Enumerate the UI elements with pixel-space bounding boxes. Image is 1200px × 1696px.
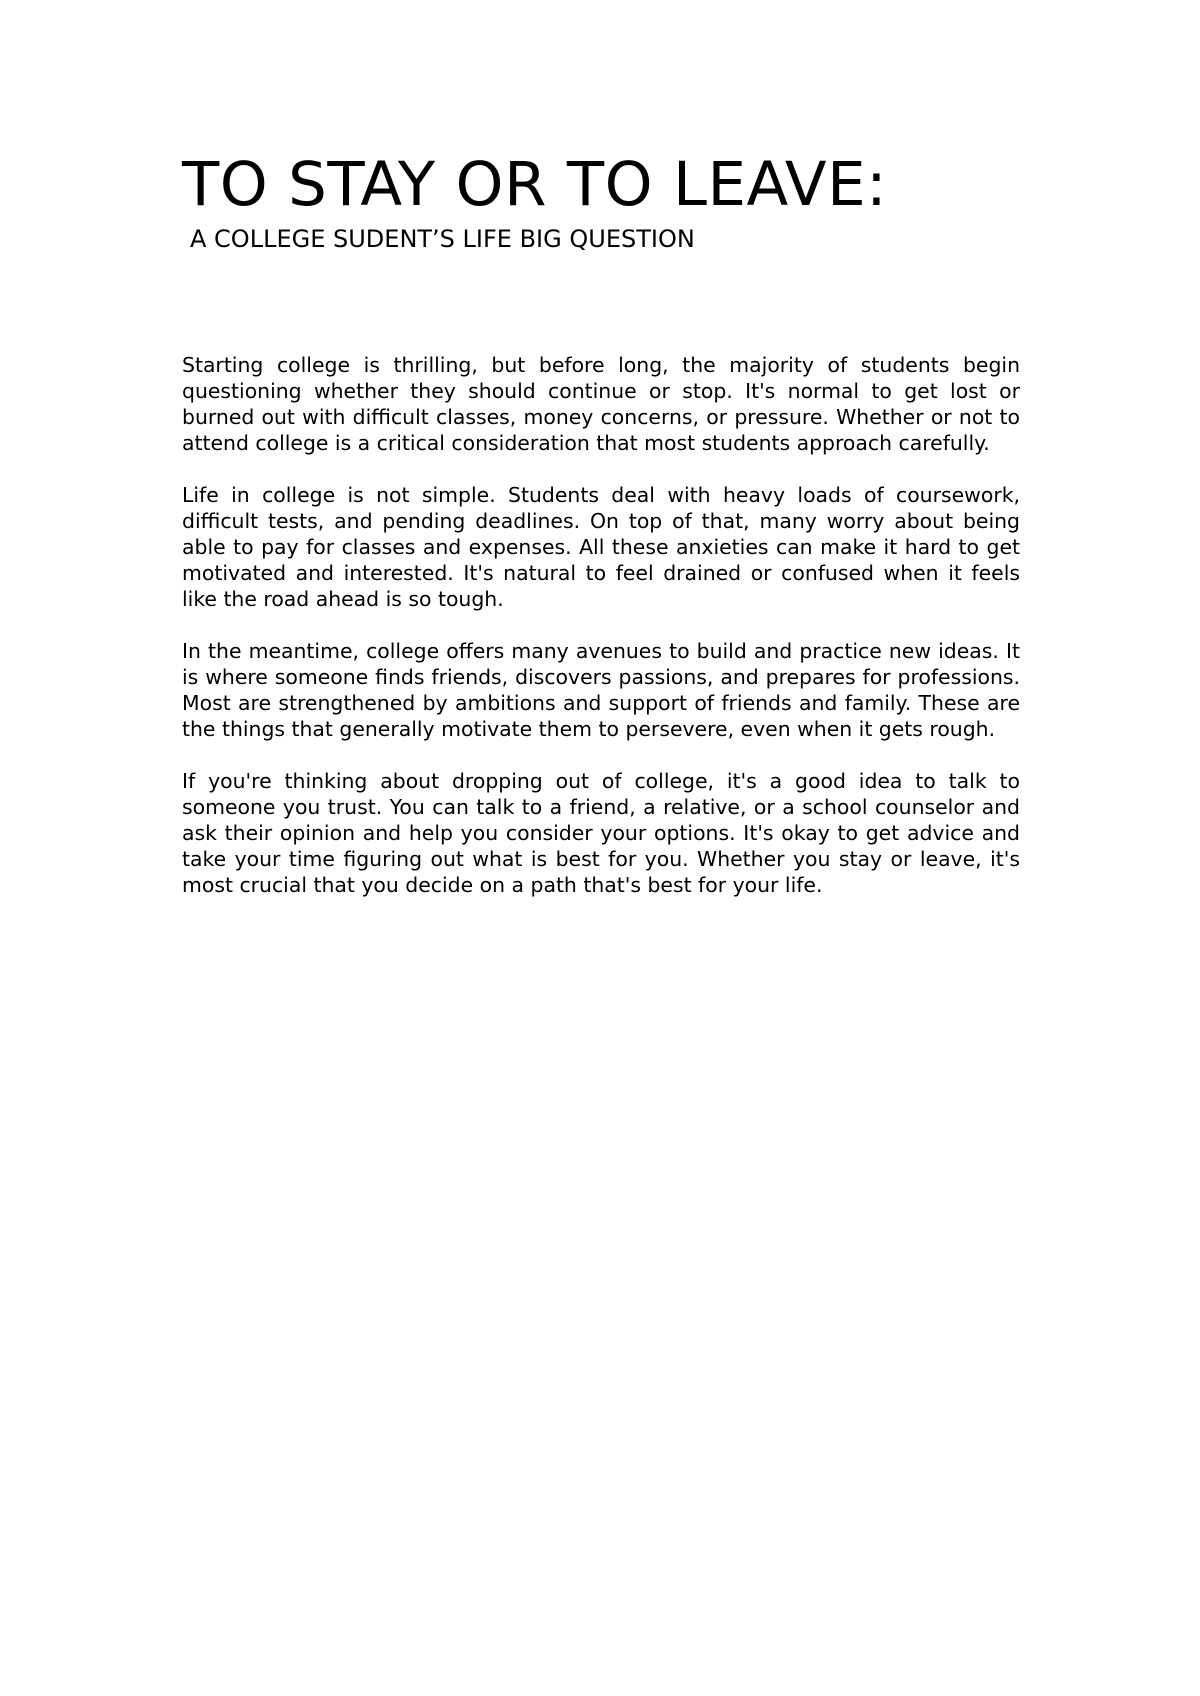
document-title: TO STAY OR TO LEAVE: — [182, 149, 888, 220]
paragraph-1: Starting college is thrilling, but before long, the majority of students begin questioning whether they should continue or stop. It's normal to get lost or burned out with difficult classes, money concerns, or pressure. Whether or not to attend college is a critical consideration that most students approach carefully. — [182, 353, 1020, 455]
paragraph-2: Life in college is not simple. Students deal with heavy loads of coursework, difficult tests, and pending deadlines. On top of that, many worry about being able to pay for classes and expenses. All these anxieties can make it hard to get motivated and interested. It's natural to feel drained or confused when it feels like the road ahead is so tough. — [182, 483, 1020, 611]
document-body — [182, 352, 1020, 924]
paragraph-4: If you're thinking about dropping out of college, it's a good idea to talk to someone you trust. You can talk to a friend, a relative, or a school counselor and ask their opinion and help you consider your options. It's okay to get advice and take your time figuring out what is best for you. Whether you stay or leave, it's most crucial that you decide on a path that's best for your life. — [182, 769, 1020, 897]
document-subtitle: A COLLEGE SUDENT’S LIFE BIG QUESTION — [190, 225, 695, 253]
paragraph-3: In the meantime, college offers many avenues to build and practice new ideas. It is where someone finds friends, discovers passions, and prepares for professions. Most are strengthened by ambitions and support of friends and family. These are the things that generally motivate them to persevere, even when it gets rough. — [182, 639, 1020, 741]
